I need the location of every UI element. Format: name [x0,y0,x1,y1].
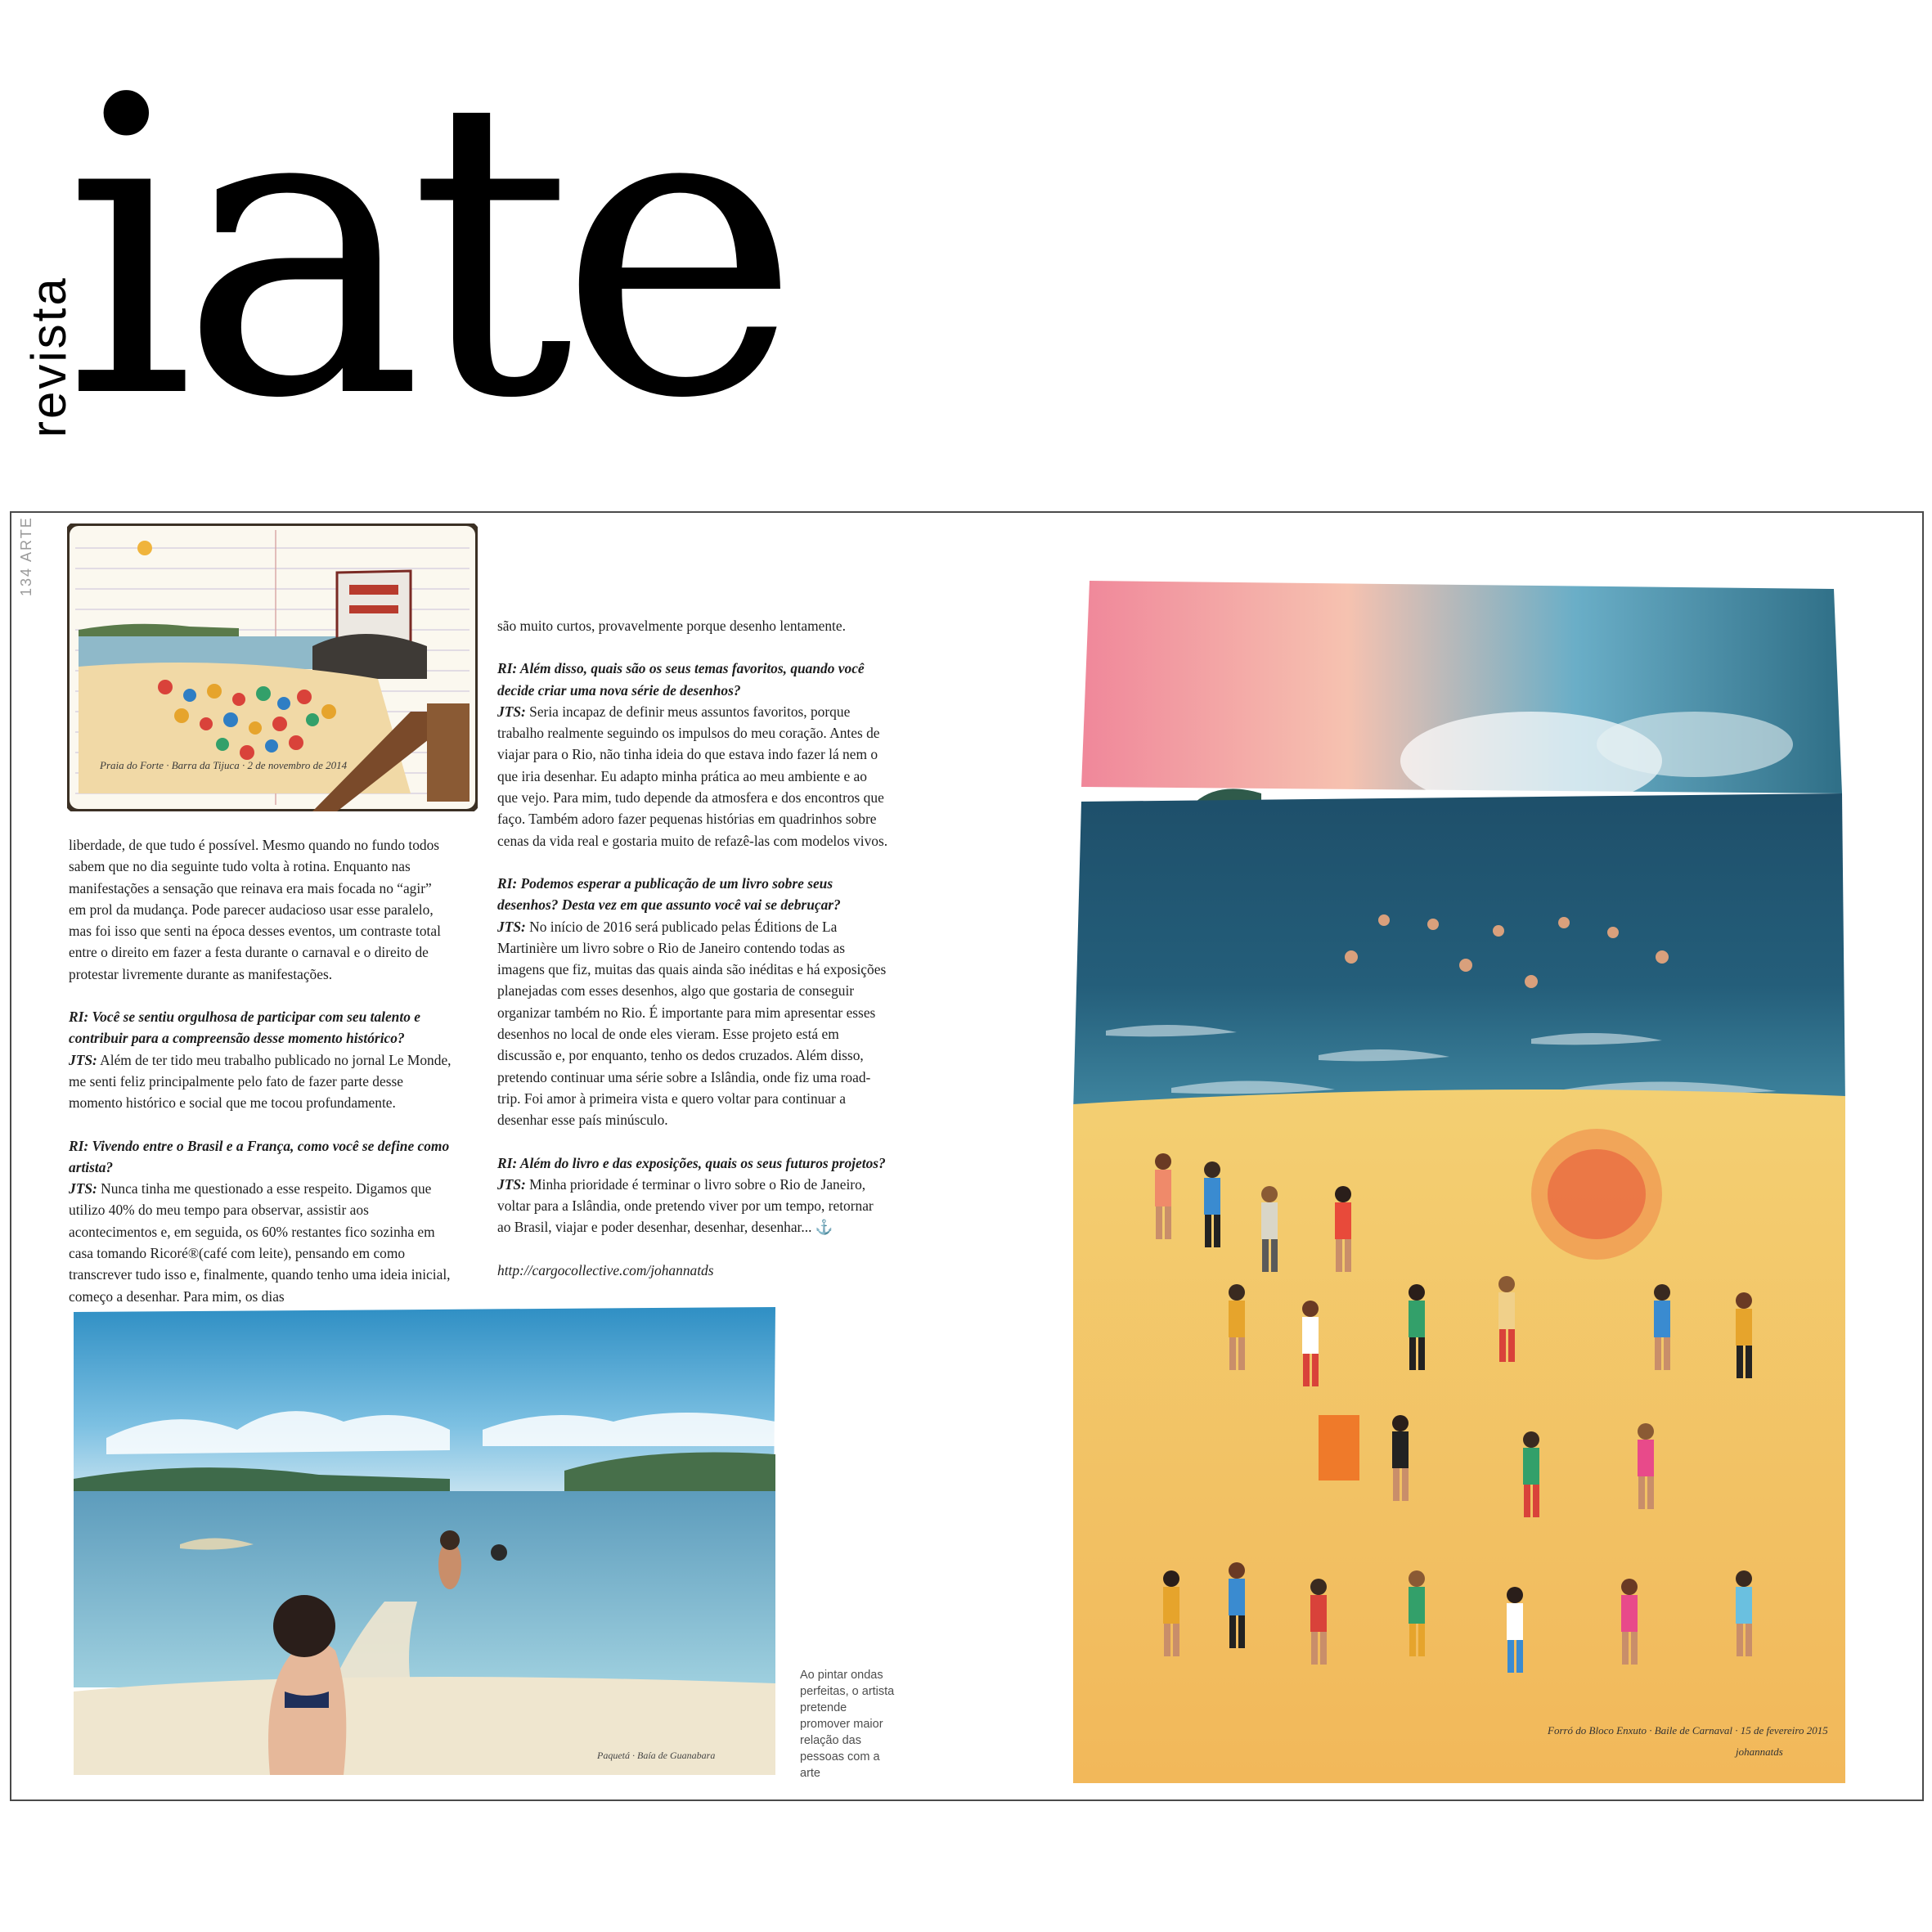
beach-watercolor-illustration [74,1307,775,1775]
question: RI: Além do livro e das exposições, quais os seus futuros projetos? [497,1154,886,1171]
qa-block [497,873,888,1131]
question: RI: Você se sentiu orgulhosa de participar com seu talento e contribuir para a compreensão desse momento histórico? [69,1009,420,1047]
page-folio [18,516,43,603]
masthead [0,0,900,491]
notebook-inscription: Praia do Forte · Barra da Tijuca · 2 de novembro de 2014 [100,759,348,771]
article-column-right [497,615,888,1302]
qa-block [497,1152,888,1238]
question: RI: Vivendo entre o Brasil e a França, como você se define como artista? [69,1137,450,1175]
paragraph: liberdade, de que tudo é possível. Mesmo quando no fundo todos sabem que no dia seguinte tudo volta à rotina. Enquanto nas manifestações a sensação que reinava era mais focada no “agir” em prol da mudança. Pode parecer audacioso usar esse paralelo, mas foi isso que senti na época desses eventos, um contraste total entre o direito em fazer a festa durante o carnaval e o direito de protestar livremente durante as manifestações. [69,837,441,982]
answer: Além de ter tido meu trabalho publicado no jornal Le Monde, me senti feliz principalmente pelo fato de fazer parte desse momento histórico e social que me tocou profundamente. [69,1051,452,1112]
qa-block [69,1135,452,1307]
notebook-sketch-illustration [67,523,478,811]
carnival-inscription: Forró do Bloco Enxuto · Baile de Carnaval · 15 de fevereiro 2015 [1548,1724,1828,1737]
answer: Seria incapaz de definir meus assuntos favoritos, porque trabalho realmente seguindo os impulsos do meu coração. Antes de viajar para o Rio, não tinha ideia do que estava indo fazer lá nem o que iria desenhar. Eu adapto minha prática ao meu ambiente e ao que vejo. Para mim, tudo depende da atmosfera e dos encontros que faço. Também adoro fazer pequenas histórias em quadrinhos sobre cenas da vida real e gostaria muito de refazê-las com modelos vivos. [497,703,888,849]
question: RI: Podemos esperar a publicação de um livro sobre seus desenhos? Desta vez em que assunto você vai se debruçar? [497,874,841,914]
artist-signature: johannatds [1736,1746,1783,1758]
answer: Nunca tinha me questionado a esse respeito. Digamos que utilizo 40% do meu tempo para observar, assistir aos acontecimentos e, em seguida, os 60% restantes fico sozinha em casa tomando Ricoré®(café com leite), pensando em como transcrever tudo isso e, finalmente, quando tenho uma ideia inicial, começo a desenhar. Para mim, os dias [69,1180,451,1305]
answer-speaker: JTS: [497,703,526,720]
artist-url-link[interactable]: http://cargocollective.com/johannatds [497,1261,714,1278]
beach-inscription: Paquetá · Baía de Guanabara [597,1750,716,1761]
folio-text: 134 ARTE [18,516,34,596]
answer-speaker: JTS: [69,1180,97,1197]
qa-block [69,1006,452,1113]
answer: Minha prioridade é terminar o livro sobre o Rio de Janeiro, voltar para a Islândia, onde pretendo viver por um tempo, retornar ao Brasil, viajar e poder desenhar, desenhar, desenhar... ⚓ [497,1175,874,1236]
logo-revista: revista [21,276,76,438]
article-column-left [69,834,452,1328]
question: RI: Além disso, quais são os seus temas favoritos, quando você decide criar uma nova série de desenhos? [497,660,865,699]
paragraph: são muito curtos, provavelmente porque desenho lentamente. [497,618,846,634]
qa-block [497,658,888,851]
carnival-beach-illustration [1073,573,1845,1783]
photo-caption: Ao pintar ondas perfeitas, o artista pretende promover maior relação das pessoas com a arte [800,1669,895,1780]
logo-iate: iate [64,11,786,487]
answer-speaker: JTS: [497,1175,526,1193]
answer-speaker: JTS: [497,918,526,935]
answer: No início de 2016 será publicado pelas Éditions de La Martinière um livro sobre o Rio de Janeiro contendo todas as imagens que fiz, muitas das quais ainda são inéditas e há exposições planejadas com esses desenhos, algo que gostaria de conseguir organizar também no Rio. É importante para mim apresentar esses desenhos no local de onde eles vieram. Esse projeto está em discussão e, por enquanto, tenho os dedos cruzados. Além disso, pretendo continuar uma série sobre a Islândia, onde fiz uma road-trip. Foi amor à primeira vista e quero voltar para continuar a desenhar esse país minúsculo. [497,918,887,1129]
answer-speaker: JTS: [69,1051,97,1068]
